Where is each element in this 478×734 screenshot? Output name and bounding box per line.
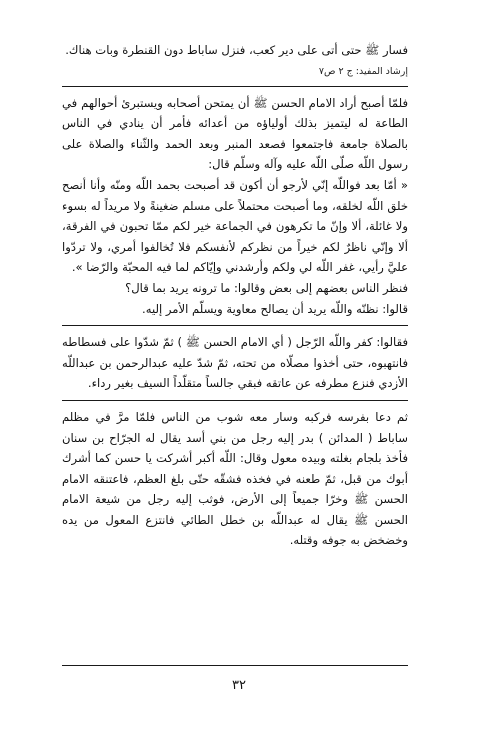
divider: [62, 86, 408, 87]
page-body: [62, 40, 408, 551]
paragraph-3: فنظر الناس بعضهم إلى بعض وقالوا: ما ترونه يريد بما قال؟: [125, 280, 408, 295]
intro-paragraph: فسار ﷺ حتى أتى على دير كعب، فنزل ساباط دون القنطرة وبات هناك.: [65, 43, 408, 57]
footer-rule: [62, 665, 408, 666]
paragraph-6: ثم دعا بفرسه فركبه وسار معه شوب من الناس فلمّا مرَّ في مظلم ساباط ( المدائن ) بدر إليه رجل من بني أسد يقال له الجرّاح بن سنان فأخذ بلجام بغلته وبيده معول وقال: اللّه أكبر أشركت يا حسن كما أشرك أبوك من قبل، ثمّ طعنه في فخذه فشقّه حتّى بلغ العظم، فاعتنقه الامام الحسن ﷺ وخرّا جميعاً إلى الأرض، فوثب إليه رجل من شيعة الامام الحسن ﷺ يقال له عبداللّه بن خطل الطائي فانتزع المعول من يده وخضخض به جوفه وقتله.: [62, 409, 408, 548]
quote-paragraph: « أمّا بعد فواللّه إنّي لأرجو أن أكون قد أصبحت بحمد اللّه ومنّه وأنا أنصح خلق اللّه لخلقه، وما أصبحت محتملاً على مسلم ضغينةً ولا مريداً له بسوء ولا غائلة، ألا وإنّ ما تكرهون في الجماعة خير لكم ممّا تحبون في الفرقة، ألا وإنّي ناظرٌ لكم خيراً من نظركم لأنفسكم فلا تُخالفوا أمري، ولا تردّوا عليَّ رأيي، غفر اللّه لي ولكم وأرشدني وإيّاكم لما فيه المحبّة والرّضا ».: [62, 177, 408, 275]
page-number: ٣٢: [232, 678, 246, 693]
divider: [62, 400, 408, 401]
paragraph-5: فقالوا: كفر واللّه الرّجل ( أي الامام الحسن ﷺ ) ثمّ شدّوا على فسطاطه فانتهبوه، حتى أخذوا مصلّاه من تحته، ثمّ شدّ عليه عبدالرحمن بن عبداللّه الأزدي فنزع مطرفه عن عاتقه فبقي جالساً متقلّداً السيف بغير رداء.: [62, 335, 408, 391]
paragraph-1: فلمّا أصبح أراد الامام الحسن ﷺ أن يمتحن أصحابه ويستبرئ أحوالهم في الطاعة له ليتميز بذلك أولياؤه من أعدائه فأمر أن ينادي في الناس بالصلاة جامعة فاجتمعوا فصعد المنبر وبعد الحمد والثّناء والصلاة على رسول اللّه صلّى اللّه عليه وآله وسلّم قال:: [62, 95, 408, 172]
divider: [62, 325, 408, 326]
paragraph-4: قالوا: نظنّه واللّه يريد أن يصالح معاوية ويسلّم الأمر إليه.: [142, 301, 408, 316]
source-citation: إرشاد المفيد: ج ٢ ص٧: [318, 65, 408, 77]
